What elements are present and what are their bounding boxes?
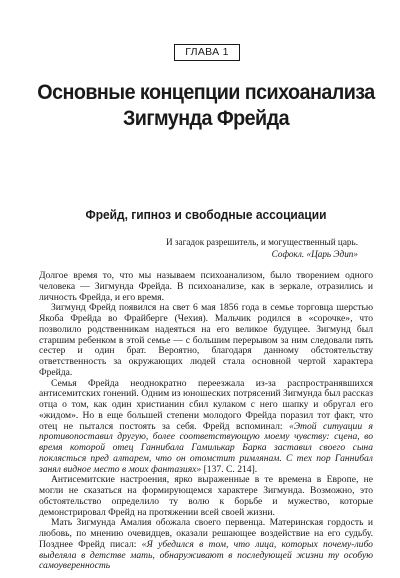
paragraph-5-quote: «Я убедился в том, что лица, которых почему-либо выделяла в детстве мать, обнаруживают в последующей жизни ту особую самоуверенность <box>39 538 373 572</box>
paragraph-4: Антисемитские настроения, ярко выраженные в те времена в Европе, не могли не сказаться на формирующемся характере Зигмунда. Возможно, это обстоятельство определило ту волю к борьбе и мужество, которые демонстрировал Фрейд на протяжении всей своей жизни. <box>39 474 373 518</box>
epigraph <box>118 237 358 260</box>
paragraph-5 <box>39 518 373 572</box>
paragraph-2: Зигмунд Фрейд появился на свет 6 мая 1856 года в семье торговца шерстью Якоба Фрейда во Фрайберге (Чехия). Мальчик родился в «сорочке», что позволило родственникам надеяться на его великое будущее. Зигмунд был старшим ребенком в этой семье — с большим перерывом за ним следовали пять сестер и один брат. Вероятно, благодаря данному обстоятельству ответственность за окружающих людей стала основной чертой характера Фрейда. <box>39 302 373 378</box>
chapter-label: ГЛАВА 1 <box>174 44 240 61</box>
section-title: Фрейд, гипноз и свободные ассоциации <box>85 207 327 222</box>
chapter-title <box>31 80 381 132</box>
paragraph-3-quote: «Этой ситуации я противопоставил другую, более соответствующую моему чувству: сцена, во время которой отец Ганнибала Гамилькар Барка заставил своего сына поклясться пред алтарем, что он отомстит римлянам. С тех пор Ганнибал занял видное место в моих фантазиях» <box>39 420 373 475</box>
epigraph-line: И загадок разрешитель, и могущественный царь. <box>165 237 358 247</box>
body-text <box>39 271 373 572</box>
chapter-title-line-1: Основные концепции психоанализа <box>37 81 375 104</box>
paragraph-3 <box>39 379 373 476</box>
paragraph-3-text: Семья Фрейда неоднократно переезжала из-за распространявшихся антисемитских гонений. Одним из юношеских потрясений Зигмунда был рассказ отца о том, как один христианин сбил кулаком с него шапку и обругал его «жидом». Но в еще большей степени молодого Фрейда поразил тот факт, что отец не пытался постоять за себя. Фрейд вспоминал: <box>39 377 373 432</box>
paragraph-3-reference: [137. С. 214]. <box>201 463 258 475</box>
paragraph-1: Долгое время то, что мы называем психоанализом, было творением одного человека — Зигмунда Фрейда. В психоанализе, как в зеркале, отразились и личность Фрейда, и его время. <box>39 270 373 303</box>
chapter-title-line-2: Зигмунда Фрейда <box>122 107 290 130</box>
epigraph-source: Софокл. «Царь Эдип» <box>271 248 358 259</box>
paragraph-5-text: Мать Зигмунда Амалия обожала своего первенца. Материнская гордость и любовь, по мнению очевидцев, оказали решающее воздействие на его судьбу. Позднее Фрейд писал: <box>39 517 373 550</box>
